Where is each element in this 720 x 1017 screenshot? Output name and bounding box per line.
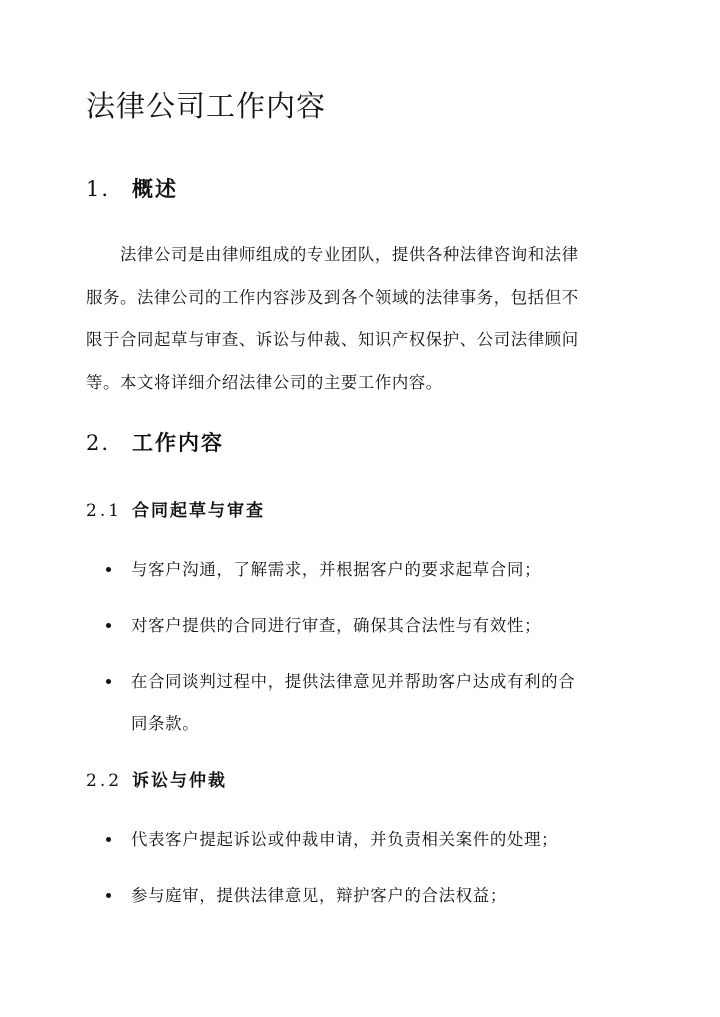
subsection-title: 诉讼与仲裁 — [132, 771, 228, 791]
subsection-heading-contract — [86, 498, 265, 524]
list-item — [106, 819, 626, 861]
paragraph-line: 服务。法律公司的工作内容涉及到各个领域的法律事务，包括但不 — [86, 287, 579, 307]
bullet-icon — [106, 623, 111, 628]
list-item — [106, 661, 626, 745]
overview-paragraph — [86, 234, 634, 404]
list-item-text: 同条款。 — [131, 714, 200, 733]
section-title: 概述 — [132, 176, 179, 201]
paragraph-line: 等。本文将详细介绍法律公司的主要工作内容。 — [86, 372, 443, 392]
subsection-number: 2.1 — [86, 501, 123, 521]
list-item — [106, 875, 626, 917]
list-item-text: 在合同谈判过程中，提供法律意见并帮助客户达成有利的合 — [131, 672, 576, 691]
bullet-icon — [106, 567, 111, 572]
subsection-title: 合同起草与审查 — [132, 501, 266, 521]
list-item-text: 参与庭审，提供法律意见，辩护客户的合法权益； — [131, 886, 507, 905]
bullet-icon — [106, 837, 111, 842]
list-item-text: 对客户提供的合同进行审查，确保其合法性与有效性； — [131, 616, 542, 635]
section-number: 1. — [86, 177, 111, 201]
section-number: 2. — [86, 431, 111, 455]
list-item — [106, 605, 626, 647]
bullet-icon — [106, 893, 111, 898]
section-heading-work-content — [86, 428, 224, 458]
document-title: 法律公司工作内容 — [86, 89, 327, 123]
paragraph-line: 法律公司是由律师组成的专业团队，提供各种法律咨询和法律 — [120, 245, 579, 264]
list-item-text: 代表客户提起诉讼或仲裁申请，并负责相关案件的处理； — [131, 830, 559, 849]
subsection-heading-litigation — [86, 768, 227, 794]
subsection-number: 2.2 — [86, 771, 123, 791]
paragraph-line: 限于合同起草与审查、诉讼与仲裁、知识产权保护、公司法律顾问 — [86, 330, 579, 349]
list-item — [106, 549, 626, 591]
bullet-icon — [106, 679, 111, 684]
list-item-text: 与客户沟通，了解需求，并根据客户的要求起草合同； — [131, 560, 542, 579]
section-heading-overview — [86, 174, 178, 204]
section-title: 工作内容 — [132, 430, 225, 455]
